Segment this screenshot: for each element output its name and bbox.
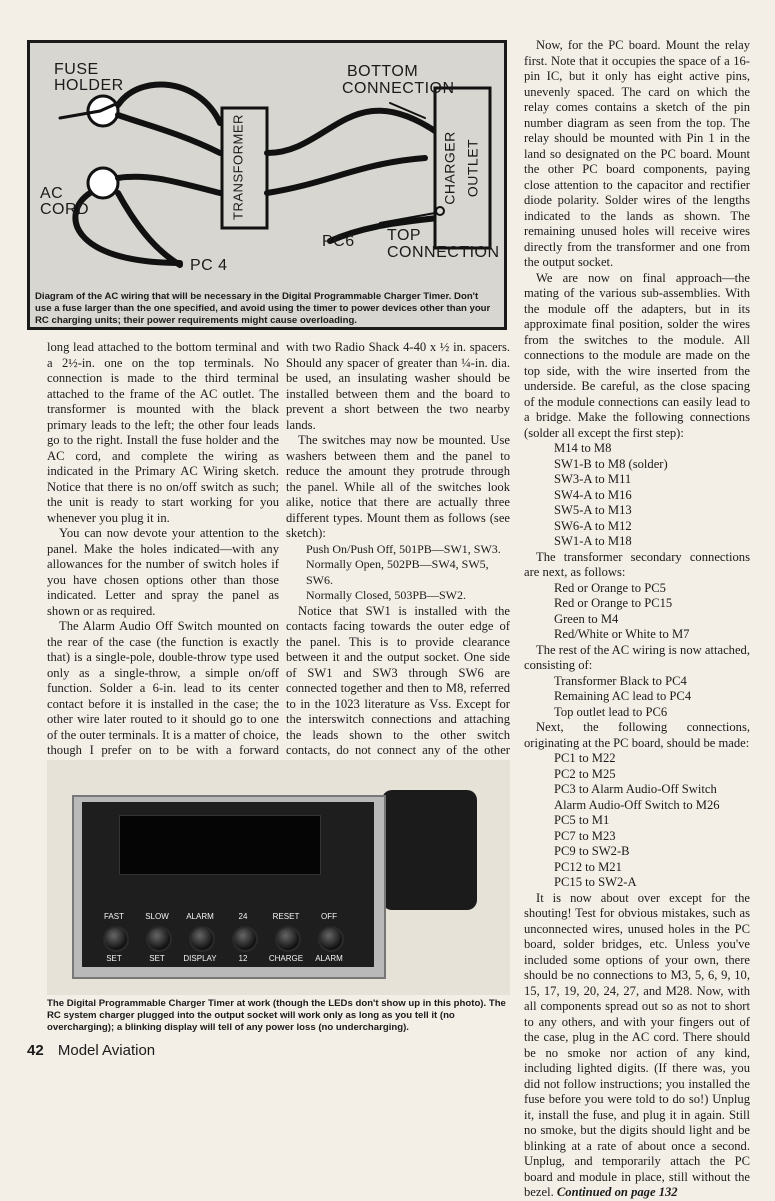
pc4-label: PC 4 xyxy=(190,257,228,274)
ac-cord-label-2: CORD xyxy=(40,201,90,218)
col1-paragraph: long lead attached to the bottom terminal and a 2½-in. one on the top terminals. No connection is made to the third terminal attached to the frame of the AC outlet. The transformer is mounted with the black primary leads to the left; the other four leads go to the right. Install the fuse holder and the AC cord, and complete the wiring as indicated in the Primary AC Wiring sketch. Notice that there is no on/off switch as such; the unit is ready to start working for you whenever you plug it in. xyxy=(47,340,279,525)
list-item: Red or Orange to PC5 xyxy=(554,580,666,595)
off-alarm-button xyxy=(318,926,344,952)
col2-paragraph: Notice that SW1 is installed with the contacts facing towards the outer edge of the panel. This is to provide clearance between it and the output socket. One side of SW1 and SW3 through SW6 are connected together and then to M8, referred to in the 1023 literature as Vss. Except for the interswitch connections and attaching the leads shown to the other switch contacts, do not connect any of the other xyxy=(286,603,510,757)
col3-paragraph-text: It is now about over except for the shouting! Test for obvious mistakes, such as unconnected wires, unused holes in the PC board, solder bridges, etc. Unless you've included some options of your own, there should be no connections to M3, 5, 6, 9, 10, 15, 17, 19, 20, 24, 27, and M28. Now, with all components spread out so as not to short to any others, and with your fingers out of the case, plug in the AC cord. There should be no smoke nor action of any kind, including lighted digits. (If there was, you did not follow instructions; you installed the fuse before you were told to do so!) Unplug it, install the fuse, and plug it in again. Still no smoke, but the digits should light and be blinking at a rate of about once a second. Unplug, and temporarily attach the PC board and module in place, still without the bezel. xyxy=(524,890,750,1199)
col3-paragraph: The rest of the AC wiring is now attached, consisting of: xyxy=(524,642,750,672)
col2-paragraph: with two Radio Shack 4-40 x ½ in. spacers. Should any spacer of greater than ¼-in. dia. be used, an insulating washer should be installed between them and the board to prevent a short between the two nearby lands. xyxy=(286,340,510,432)
list-item: PC15 to SW2-A xyxy=(554,875,637,889)
button-label: DISPLAY xyxy=(183,954,217,963)
magazine-name: Model Aviation xyxy=(57,1042,156,1059)
fuse-holder-label-2: HOLDER xyxy=(54,77,124,94)
switch-list xyxy=(286,542,510,604)
list-item: Push On/Push Off, 501PB—SW1, SW3. xyxy=(306,541,501,556)
page-footer xyxy=(27,1042,155,1059)
col3-paragraph: Next, the following connections, originating at the PC board, should be made: xyxy=(524,720,750,750)
wiring-diagram xyxy=(27,40,507,330)
list-item: PC5 to M1 xyxy=(554,813,610,827)
column-3 xyxy=(524,38,750,1201)
bottom-connection-label: BOTTOM xyxy=(347,63,419,80)
button-label: ALARM xyxy=(315,954,343,963)
button-label: SLOW xyxy=(145,912,169,921)
column-2 xyxy=(286,340,510,821)
button-label: CHARGE xyxy=(268,954,304,963)
list-item: Transformer Black to PC4 xyxy=(554,673,687,688)
ac-cord-label: AC xyxy=(40,185,64,202)
top-connection-label-2: CONNECTION xyxy=(387,244,500,261)
list-item: SW1-A to M18 xyxy=(554,534,632,548)
col3-paragraph: The transformer secondary connections are next, as follows: xyxy=(524,549,750,579)
button-label: RESET xyxy=(272,912,300,921)
device-photo xyxy=(47,760,510,995)
list-item: Remaining AC lead to PC4 xyxy=(554,689,692,703)
col1-paragraph: You can now devote your attention to the panel. Make the holes indicated—with any allowances for the number of switch holes if you have chosen options other than those indicated. Letter and spray the panel as shown or as required. xyxy=(47,526,279,618)
list-item: SW1-B to M8 (solder) xyxy=(554,456,668,471)
photo-caption: The Digital Programmable Charger Timer at work (though the LEDs don't show up in this photo). The RC system charger plugged into the output socket will work only as long as you tell it (no overcharging); a blinking display will tell of any power loss (no undercharging). xyxy=(47,998,506,1033)
button-label: FAST xyxy=(103,912,124,921)
list-item: Green to M4 xyxy=(554,611,619,626)
diagram-caption: Diagram of the AC wiring that will be necessary in the Digital Programmable Charger Timer. Don't use a fuse larger than the one specified, and avoid using the timer to power devices other than your RC charging units; their power requirements might cause overloading. xyxy=(35,291,491,326)
button-label: 12 xyxy=(238,954,248,963)
button-label: SET xyxy=(149,954,165,963)
list-item: PC12 to M21 xyxy=(554,859,622,874)
list-item: PC7 to M23 xyxy=(554,828,616,843)
pc6-label: PC6 xyxy=(322,233,355,250)
fast-set-button xyxy=(103,926,129,952)
list-item: Red/White or White to M7 xyxy=(554,627,690,641)
list-item: PC3 to Alarm Audio-Off Switch xyxy=(554,782,717,796)
column-1 xyxy=(47,340,279,805)
button-label: ALARM xyxy=(186,912,214,921)
secondary-connection-list xyxy=(524,581,750,643)
col2-paragraph: The switches may now be mounted. Use washers between them and the panel to reduce the amount they protrude through the panel. While all of the switches look alike, notice that there are actually three different types. Mount them as follows (see sketch): xyxy=(286,433,510,540)
led-display xyxy=(119,815,321,875)
list-item: Red or Orange to PC15 xyxy=(554,596,673,610)
page-number: 42 xyxy=(27,1042,44,1059)
col3-paragraph: We are now on final approach—the mating of the various sub-assemblies. With the module off the adapters, but in its approximate final position, solder the wires from the switches to the module. All connections to the module are made on the top side, with the wire inserted from the underside. Be careful, as the close spacing of the module connections can easily lead to a bridge. Make the following connections (solder all except the first step): xyxy=(524,270,750,440)
list-item: PC1 to M22 xyxy=(554,751,616,765)
button-label: OFF xyxy=(321,912,337,921)
top-connection-label: TOP xyxy=(387,227,422,244)
module-connection-list xyxy=(524,441,750,550)
ac-wiring-list xyxy=(524,674,750,721)
list-item: SW5-A to M13 xyxy=(554,503,632,517)
list-item: Normally Open, 502PB—SW4, SW5, SW6. xyxy=(306,557,489,587)
list-item: Top outlet lead to PC6 xyxy=(554,704,668,719)
transformer-label: TRANSFORMER xyxy=(230,114,246,220)
power-adapter xyxy=(382,790,477,910)
col1-paragraph: The Alarm Audio Off Switch mounted on the rear of the case (the function is exactly that) is a single-pole, double-throw type used only as a single-throw, a simple on/off function. Solder a 6-in. lead to its center contact before it is installed in the case; the other wire later routed to it should go to one of the outer terminals. It is a matter of choice, though I prefer on to be with a forward xyxy=(47,619,279,757)
col3-paragraph: Now, for the PC board. Mount the relay first. Note that it occupies the space of a 16-pin IC, but it only has eight active pins, unevenly spaced. The card on which the relay comes contains a sketch of the pin number diagram as seen from the top. The relay should be mounted with Pin 1 in the land so designated on the PC board. Mount the other PC board components, paying close attention to the capacitor and rectifier diode polarity. Solder wires of the lengths indicated to the lands as shown. The remaining unused holes will receive wires directly from the transformer and one from the output socket. xyxy=(524,38,750,269)
list-item: PC9 to SW2-B xyxy=(554,844,630,858)
list-item: SW4-A to M16 xyxy=(554,487,632,502)
reset-charge-button xyxy=(275,926,301,952)
list-item: SW6-A to M12 xyxy=(554,518,632,533)
list-item: PC2 to M25 xyxy=(554,766,616,781)
alarm-display-button xyxy=(189,926,215,952)
button-label: 24 xyxy=(238,912,248,921)
list-item: SW3-A to M11 xyxy=(554,472,632,486)
fuse-holder-label: FUSE xyxy=(54,61,99,78)
col3-paragraph xyxy=(524,891,750,1201)
outlet-label: OUTLET xyxy=(464,138,481,198)
list-item: M14 to M8 xyxy=(554,441,612,455)
list-item: Alarm Audio-Off Switch to M26 xyxy=(554,797,720,812)
charger-label: CHARGER xyxy=(441,131,458,205)
list-item: Normally Closed, 503PB—SW2. xyxy=(306,588,467,602)
pc-connection-list xyxy=(524,751,750,891)
button-label: SET xyxy=(106,954,122,963)
bottom-connection-label-2: CONNECTION xyxy=(342,80,455,97)
continued-link: Continued on page 132 xyxy=(556,1185,678,1199)
slow-set-button xyxy=(146,926,172,952)
hour-format-button xyxy=(232,926,258,952)
